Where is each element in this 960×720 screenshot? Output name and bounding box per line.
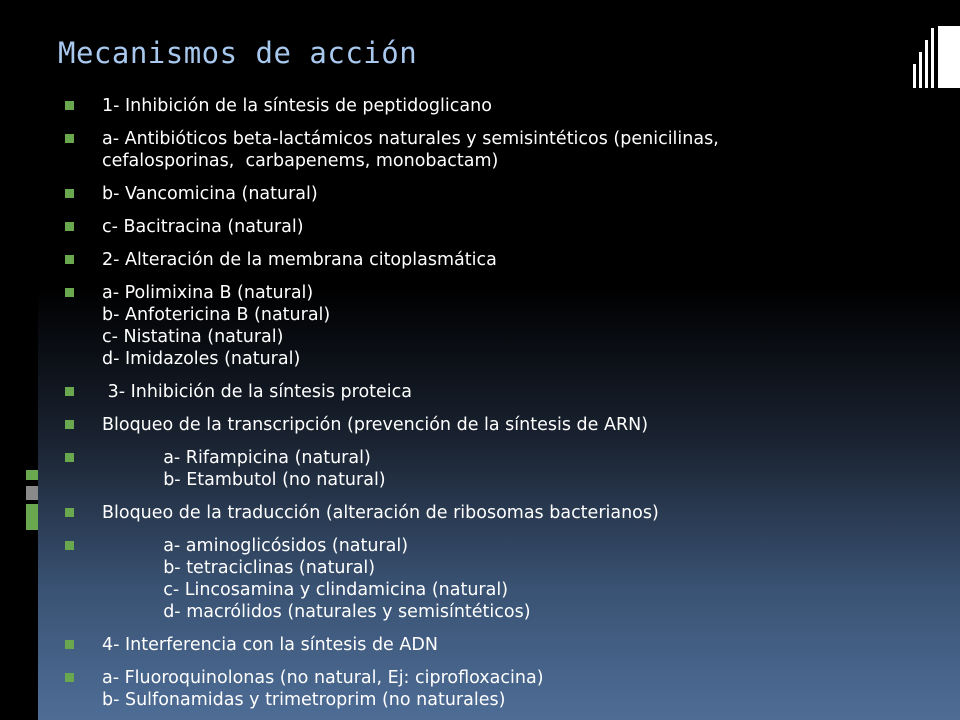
bullet-text: b- Vancomicina (natural) <box>102 184 318 204</box>
bullet-text: 2- Alteración de la membrana citoplasmática <box>102 250 497 270</box>
bullet-text: c- Nistatina (natural) <box>102 327 284 347</box>
square-bullet-icon <box>65 134 74 143</box>
decor-block <box>925 40 928 88</box>
list-item <box>60 282 950 370</box>
bullet-text: d- Imidazoles (natural) <box>102 349 301 369</box>
decor-block <box>26 504 38 530</box>
bullet-text: a- Antibióticos beta-lactámicos naturales y semisintéticos (penicilinas, <box>102 129 719 149</box>
list-item <box>60 381 950 403</box>
decor-block <box>26 470 38 480</box>
list-item <box>60 535 950 623</box>
list-item <box>60 249 950 271</box>
square-bullet-icon <box>65 387 74 396</box>
square-bullet-icon <box>65 420 74 429</box>
square-bullet-icon <box>65 640 74 649</box>
bullet-text: Bloqueo de la transcripción (prevención de la síntesis de ARN) <box>102 415 649 435</box>
decor-block <box>931 28 934 88</box>
bullet-text: b- Etambutol (no natural) <box>102 470 386 490</box>
bullet-text: b- Sulfonamidas y trimetroprim (no naturales) <box>102 690 506 710</box>
bullet-text: a- Fluoroquinolonas (no natural, Ej: ciprofloxacina) <box>102 668 544 688</box>
square-bullet-icon <box>65 189 74 198</box>
bullet-text: c- Bacitracina (natural) <box>102 217 304 237</box>
square-bullet-icon <box>65 673 74 682</box>
decor-block <box>919 52 922 88</box>
bullet-text: c- Lincosamina y clindamicina (natural) <box>102 580 509 600</box>
slide <box>38 0 960 720</box>
list-item <box>60 128 950 172</box>
square-bullet-icon <box>65 508 74 517</box>
decor-block <box>26 486 38 500</box>
list-item <box>60 634 950 656</box>
bullet-list <box>60 95 950 720</box>
bullet-text: b- tetraciclinas (natural) <box>102 558 376 578</box>
decor-block <box>938 26 960 88</box>
list-item <box>60 95 950 117</box>
bullet-text: b- Anfotericina B (natural) <box>102 305 331 325</box>
list-item <box>60 216 950 238</box>
bullet-text: 4- Interferencia con la síntesis de ADN <box>102 635 438 655</box>
bullet-text: d- macrólidos (naturales y semisíntéticos) <box>102 602 531 622</box>
list-item <box>60 667 950 711</box>
bullet-text: a- aminoglicósidos (natural) <box>102 536 409 556</box>
bullet-text: a- Rifampicina (natural) <box>102 448 371 468</box>
decor-block <box>913 64 916 88</box>
bullet-text: 1- Inhibición de la síntesis de peptidoglicano <box>102 96 492 116</box>
slide-title: Mecanismos de acción <box>58 36 418 70</box>
list-item <box>60 183 950 205</box>
square-bullet-icon <box>65 255 74 264</box>
bullet-text: cefalosporinas, carbapenems, monobactam) <box>102 151 499 171</box>
list-item <box>60 414 950 436</box>
bullet-text: Bloqueo de la traducción (alteración de ribosomas bacterianos) <box>102 503 659 523</box>
list-item <box>60 502 950 524</box>
list-item <box>60 447 950 491</box>
square-bullet-icon <box>65 222 74 231</box>
bullet-text: a- Polimixina B (natural) <box>102 283 314 303</box>
square-bullet-icon <box>65 453 74 462</box>
square-bullet-icon <box>65 101 74 110</box>
square-bullet-icon <box>65 288 74 297</box>
bullet-text: 3- Inhibición de la síntesis proteica <box>102 382 413 402</box>
square-bullet-icon <box>65 541 74 550</box>
